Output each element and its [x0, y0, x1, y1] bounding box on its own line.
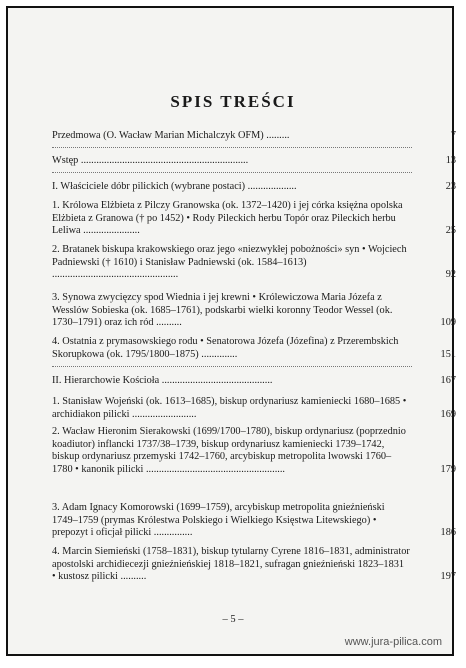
toc-entry-text: Przedmowa (O. Wacław Marian Michalczyk OFM) .........	[52, 130, 290, 141]
toc-page-number: 109	[440, 317, 456, 329]
toc-page-number: 151	[440, 348, 456, 360]
toc-entry	[52, 244, 456, 282]
toc-entry	[52, 502, 456, 540]
toc-entry-text: I. Właściciele dóbr pilickich (wybrane postaci) ...................	[52, 181, 297, 192]
toc-entry-text: 2. Wacław Hieronim Sierakowski (1699/1700–1780), biskup ordynariusz (poprzednio koadiutor) inflancki 1737/38–1739, biskup ordynariusz kamieniecki 1739–1742, biskup ordynariusz przemyski 1742–1760, arcybiskup metropolita lwowski 1760–1780 • kanonik pilicki ......................................................	[52, 426, 406, 475]
toc-entry-text: 2. Bratanek biskupa krakowskiego oraz jego «niezwykłej pobożności» syn • Wojciech Padniewski († 1610) i Stanisław Padniewski (ok. 1584–1613) .................................................	[52, 244, 407, 281]
toc-entry	[52, 396, 456, 421]
divider	[52, 366, 412, 367]
toc-entry	[52, 181, 456, 194]
toc-entry-text: 3. Synowa zwycięzcy spod Wiednia i jej krewni • Królewiczowa Maria Józefa z Wesslów Sobieska (ok. 1685–1761), podskarbi wielki koronny Teodor Wessel (ok. 1730–1791) oraz ich ród ..........	[52, 292, 393, 329]
toc-entry-text: 1. Królowa Elżbieta z Pilczy Granowska (ok. 1372–1420) i jej córka księżna opolska Elżbieta z Granowa († po 1452) • Rody Pileckich herbu Topór oraz Pileckich herbu Leliwa ......................	[52, 200, 403, 237]
toc-page-number: 197	[440, 571, 456, 583]
toc-page-number: 13	[445, 155, 456, 166]
page-title: SPIS TREŚCI	[170, 92, 296, 111]
toc-entry-text: II. Hierarchowie Kościoła ...........................................	[52, 375, 273, 386]
toc-entry	[52, 292, 456, 330]
toc-page-number: 167	[440, 375, 456, 386]
toc-entry-text: 1. Stanisław Wojeński (ok. 1613–1685), biskup ordynariusz kamieniecki 1680–1685 • archidiakon pilicki .........................	[52, 396, 407, 420]
toc-entry	[52, 426, 456, 476]
toc-page-number: 169	[440, 408, 456, 420]
toc-entry	[52, 375, 456, 388]
toc-entry	[52, 336, 456, 361]
toc-entry-text: Wstęp .................................................................	[52, 155, 249, 166]
toc-entry-text: 3. Adam Ignacy Komorowski (1699–1759), arcybiskup metropolita gnieźnieński 1749–1759 (prymas Królestwa Polskiego i Wielkiego Księstwa Litewskiego) • prepozyt i oficjał pilicki ...............	[52, 502, 385, 539]
divider	[52, 147, 412, 148]
toc-entry	[52, 155, 456, 168]
toc-entry	[52, 546, 456, 584]
toc-page-number: 179	[440, 463, 456, 475]
toc-page-number: 92	[445, 269, 456, 281]
toc-entry-text: 4. Ostatnia z prymasowskiego rodu • Senatorowa Józefa (Józefina) z Przerembskich Skorupkowa (ok. 1795/1800–1875) ..............	[52, 336, 399, 360]
toc-page-number: 25	[445, 225, 456, 237]
divider	[52, 172, 412, 173]
toc-entry	[52, 130, 456, 143]
toc-page-number: 186	[440, 527, 456, 539]
watermark: www.jura-pilica.com	[344, 636, 442, 648]
page-number-footer: – 5 –	[222, 614, 244, 625]
toc-page-number: 23	[445, 181, 456, 192]
toc-entry	[52, 200, 456, 238]
toc-entry-text: 4. Marcin Siemieński (1758–1831), biskup tytularny Cyrene 1816–1831, administrator apostolski archidiecezji gnieźnieńskiej 1818–1821, sufragan gnieźnieński 1823–1831 • kustosz pilicki ..........	[52, 546, 410, 583]
toc-page-number: 7	[450, 130, 456, 141]
